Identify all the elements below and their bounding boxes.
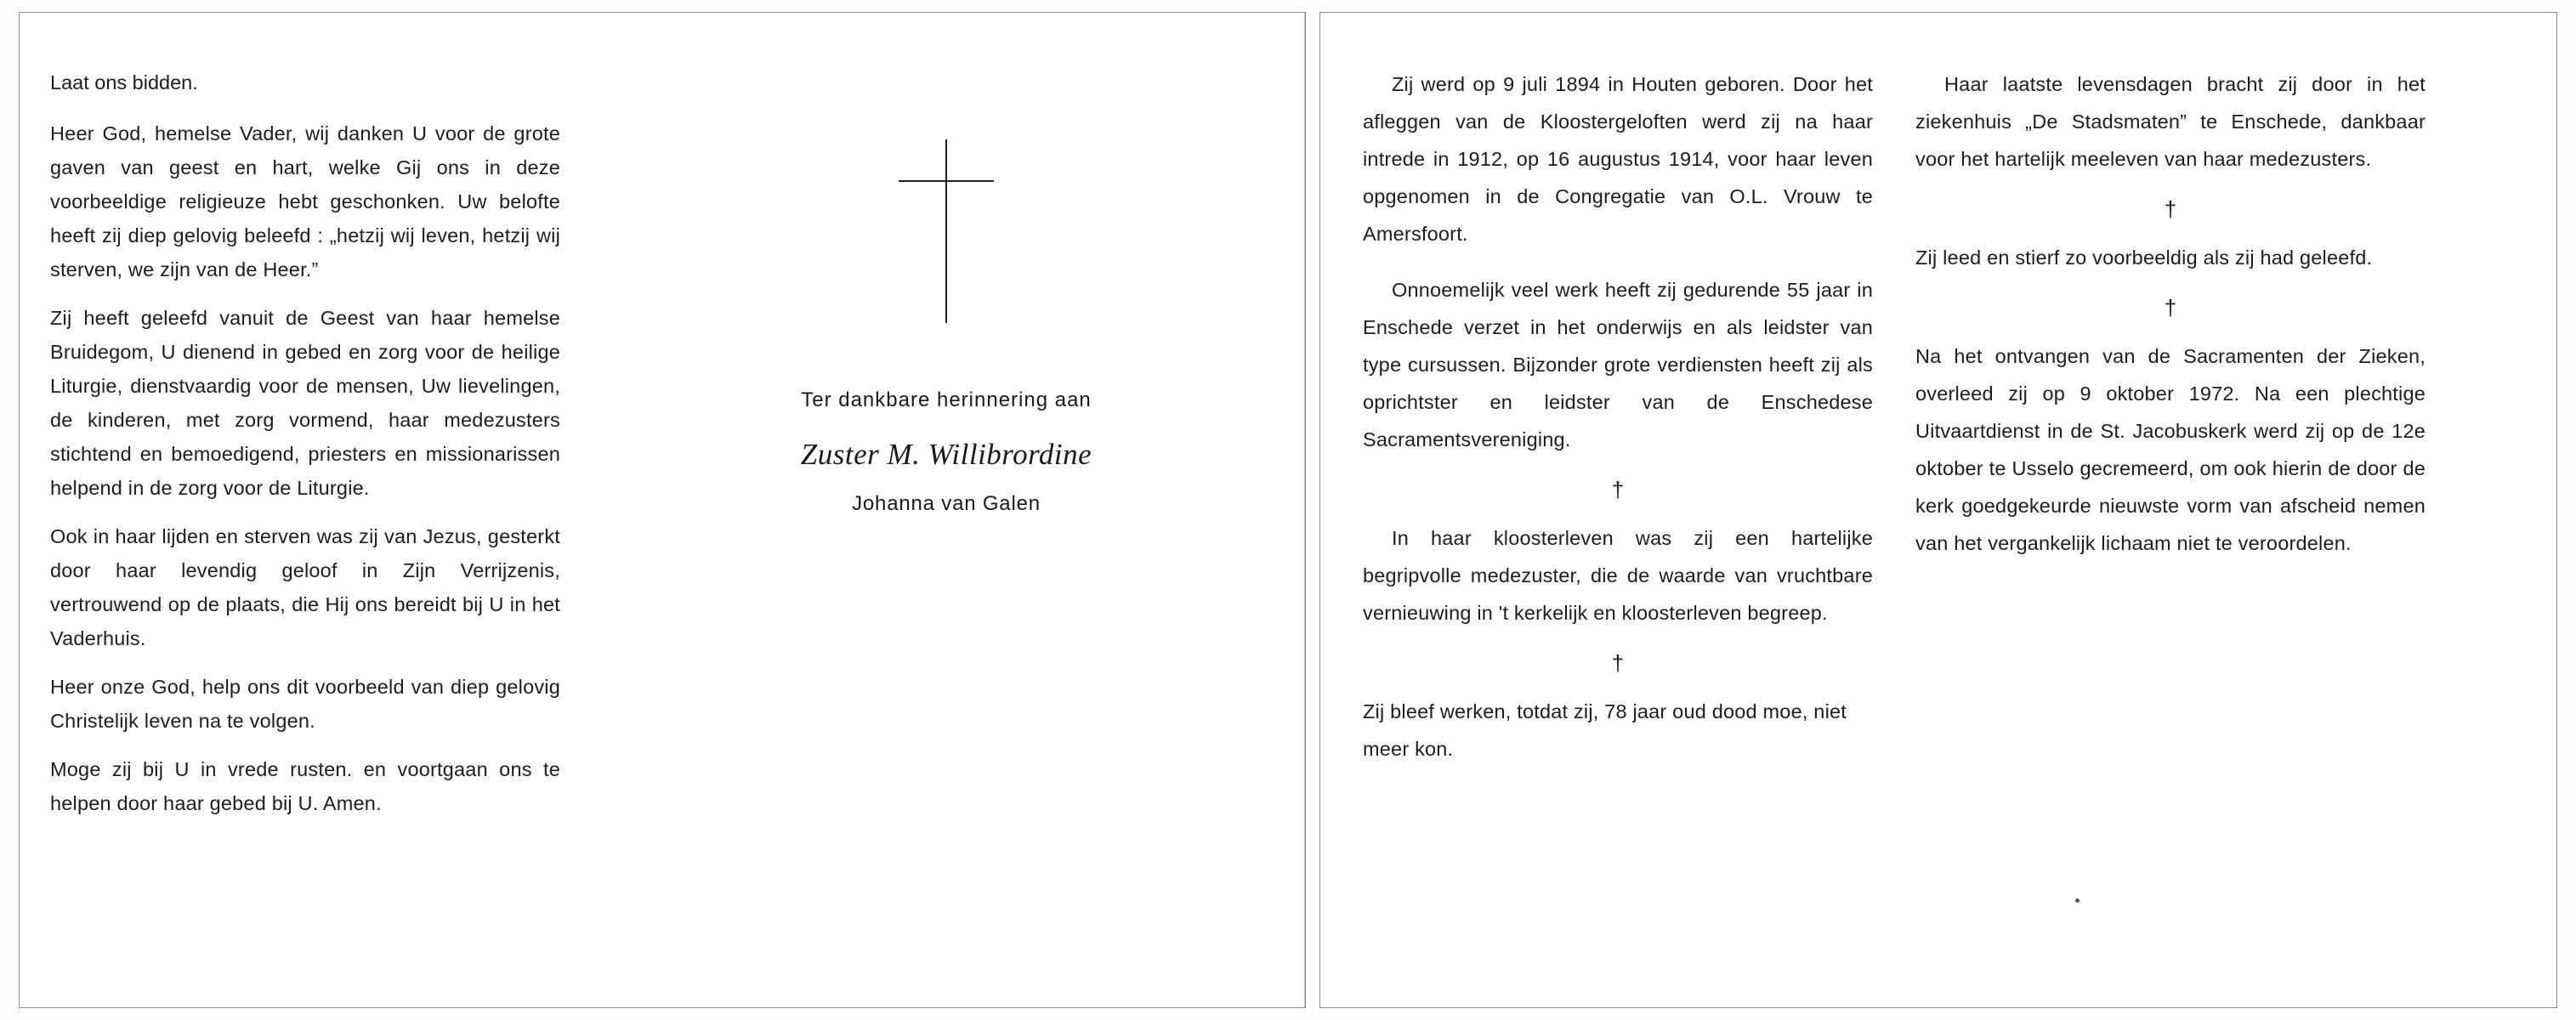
cross-separator-icon: † (1611, 650, 1625, 676)
bio-paragraph-4: Zij bleef werken, totdat zij, 78 jaar oud dood moe, niet meer kon. (1363, 700, 1847, 760)
cross-separator-icon: † (2164, 295, 2177, 320)
deceased-religious-name: Zuster M. Willibrordine (800, 438, 1092, 471)
dedication-intro: Ter dankbare herinnering aan (801, 388, 1092, 411)
bio-paragraph-6: Zij leed en stierf zo voorbeeldig als zij had geleefd. (1915, 246, 2373, 269)
cross-icon (615, 108, 1278, 354)
dedication-column (615, 65, 1278, 519)
prayer-paragraph-3: Ook in haar lijden en sterven was zij van Jezus, gesterkt door haar levendig geloof in Zijn Verrijzenis, vertrouwend op de plaats, die Hij ons bereidt bij U in het Vaderhuis. (50, 525, 560, 649)
cross-separator-icon: † (1611, 477, 1625, 502)
prayer-paragraph-4: Heer onze God, help ons dit voorbeeld van diep gelovig Christelijk leven na te volgen. (50, 676, 560, 732)
memorial-card-left-page (19, 12, 1306, 1008)
bio-paragraph-2: Onnoemelijk veel werk heeft zij gedurende 55 jaar in Enschede verzet in het onderwijs en als leidster van type cursussen. Bijzonder grote verdiensten heeft zij als oprichtster en leidster van de Enschedese Sacramentsvereniging. (1363, 279, 1873, 450)
memorial-card-right-page (1319, 12, 2557, 1008)
biography-column-2 (1915, 65, 2426, 581)
bio-paragraph-5: Haar laatste levensdagen bracht zij door in het ziekenhuis „De Stadsmaten” te Enschede, dankbaar voor het hartelijk meeleven van haar medezusters. (1915, 73, 2426, 170)
deceased-birth-name: Johanna van Galen (852, 492, 1041, 515)
prayer-heading: Laat ons bidden. (50, 71, 198, 94)
scan-speck (2075, 898, 2080, 903)
cross-separator-icon: † (2164, 196, 2177, 222)
bio-paragraph-1: Zij werd op 9 juli 1894 in Houten geboren. Door het afleggen van de Kloostergeloften werd zij na haar intrede in 1912, op 16 augustus 1914, voor haar leven opgenomen in de Congregatie van O.L. Vrouw te Amersfoort. (1363, 73, 1873, 245)
biography-column-1 (1363, 65, 1873, 786)
prayer-paragraph-1: Heer God, hemelse Vader, wij danken U voor de grote gaven van geest en hart, welke Gij ons in deze voorbeeldige religieuze hebt geschonken. Uw belofte heeft zij diep gelovig beleefd : „hetzij wij leven, hetzij wij sterven, we zijn van de Heer.” (50, 122, 560, 280)
prayer-column (50, 65, 560, 835)
prayer-paragraph-5: Moge zij bij U in vrede rusten. en voortgaan ons te helpen door haar gebed bij U. Amen. (50, 758, 560, 814)
bio-paragraph-7: Na het ontvangen van de Sacramenten der Zieken, overleed zij op 9 oktober 1972. Na een plechtige Uitvaartdienst in de St. Jacobuskerk werd zij op de 12e oktober te Usselo gecremeerd, om ook hierin de door de kerk goedgekeurde nieuwste vorm van afscheid nemen van het vergankelijk lichaam niet te veroordelen. (1915, 345, 2426, 554)
prayer-paragraph-2: Zij heeft geleefd vanuit de Geest van haar hemelse Bruidegom, U dienend in gebed en zorg voor de heilige Liturgie, dienstvaardig voor de mensen, Uw lievelingen, de kinderen, met zorg vormend, haar medezusters stichtend en bemoedigend, priesters en missionarissen helpend in de zorg voor de Liturgie. (50, 307, 560, 499)
bio-paragraph-3: In haar kloosterleven was zij een hartelijke begripvolle medezuster, die de waarde van vruchtbare vernieuwing in 't kerkelijk en kloosterleven begreep. (1363, 527, 1873, 624)
